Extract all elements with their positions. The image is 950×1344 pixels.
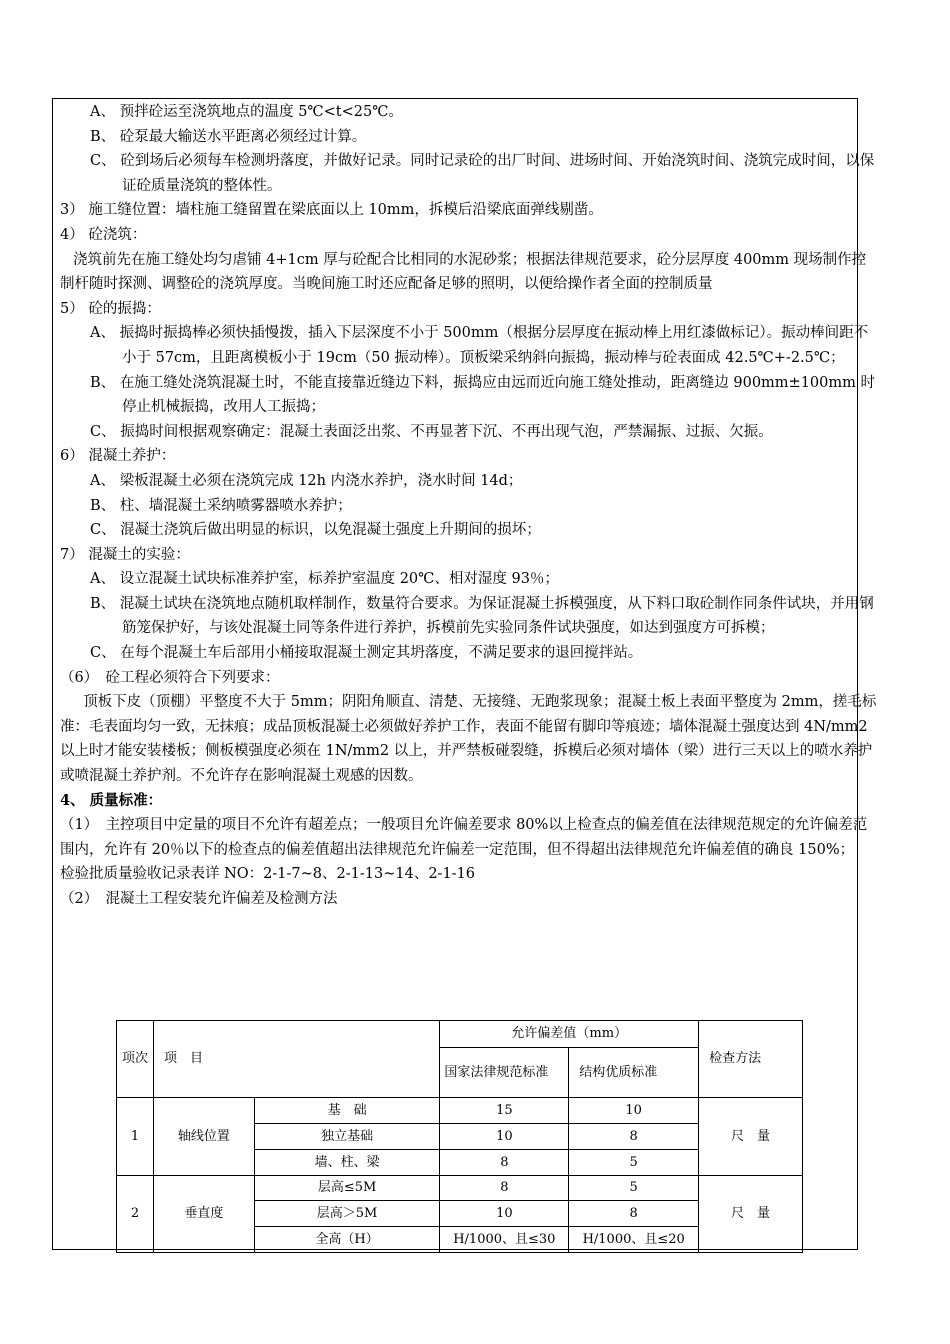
tolerance-table bbox=[116, 1020, 803, 1253]
check-method: 尺 量 bbox=[699, 1176, 803, 1253]
structural-value: 8 bbox=[569, 1201, 699, 1227]
national-value: 8 bbox=[440, 1176, 569, 1201]
text-line: 4） 砼浇筑： bbox=[60, 226, 147, 243]
text-line: A、 设立混凝土试块标准养护室，标养护室温度 20℃、相对湿度 93％； bbox=[90, 571, 559, 588]
text-line: B、 柱、墙混凝土采纳喷雾器喷水养护； bbox=[90, 497, 352, 514]
text-line: 5） 砼的振捣： bbox=[60, 300, 161, 317]
text-line: （2） 混凝土工程安装允许偏差及检测方法 bbox=[60, 891, 338, 907]
text-line: C、 振捣时间根据观察确定：混凝土表面泛出浆、不再显著下沉、不再出现气泡，严禁漏振、过振、欠振。 bbox=[90, 423, 773, 440]
text-line: 浇筑前先在施工缝处均匀虐铺 4+1cm 厚与砼配合比相同的水泥砂浆；根据法律规范要求，砼分层厚度 400mm 现场制作控制杆随时探测、调整砼的浇筑厚度。当晚间施工时还应配备足够的照明，以便给操作者全面的控制质量 bbox=[60, 251, 867, 293]
header-deviation: 允许偏差值（mm） bbox=[440, 1021, 699, 1048]
header-item: 项 目 bbox=[153, 1021, 439, 1098]
group-no: 2 bbox=[117, 1176, 154, 1253]
text-line: （1） 主控项目中定量的项目不允许有超差点；一般项目允许偏差要求 80%以上检查点的偏差值在法律规范规定的允许偏差范围内，允许有 20％以下的检查点的偏差值超出法律规范允许偏差一定范围，但不得超出法律规范允许偏差值的确良 150%； bbox=[60, 817, 868, 858]
section-heading: 4、 质量标准： bbox=[60, 791, 163, 809]
text-line: 顶板下皮（顶棚）平整度不大于 5mm；阴阳角顺直、清楚、无接缝、无跑浆现象；混凝土板上表面平整度为 2mm，搓毛标准：毛表面均匀一致，无抹痕；成品顶板混凝土必须做好养护工作，表面不能留有脚印等痕迹；墙体混凝土强度达到 4N/mm2 以上时才能安装楼板；侧板模强度必须在 1N/mm2 以上，并严禁板碰裂缝，拆模后必须对墙体（梁）进行三天以上的喷水养护或喷混凝土养护剂。不允许存在影响混凝土观感的因数。 bbox=[60, 694, 877, 785]
group-no: 1 bbox=[117, 1098, 154, 1176]
national-value: 15 bbox=[440, 1098, 569, 1124]
text-line: C、 混凝土浇筑后做出明显的标识，以免混凝土强度上升期间的损坏； bbox=[90, 522, 541, 539]
text-line: A、 梁板混凝土必须在浇筑完成 12h 内浇水养护，浇水时间 14d； bbox=[90, 472, 523, 489]
check-method: 尺 量 bbox=[699, 1098, 803, 1176]
text-line: 检验批质量验收记录表详 NO：2-1-7~8、2-1-13~14、2-1-16 bbox=[60, 866, 476, 883]
text-line: B、 砼泵最大输送水平距离必须经过计算。 bbox=[90, 128, 367, 145]
text-line: 3） 施工缝位置：墙柱施工缝留置在梁底面以上 10mm，拆模后沿梁底面弹线剔凿。 bbox=[60, 202, 603, 219]
text-line: 6） 混凝土养护： bbox=[60, 448, 176, 465]
structural-value: H/1000、且≤20 bbox=[569, 1227, 699, 1253]
text-line: B、 在施工缝处浇筑混凝土时，不能直接靠近缝边下料，振捣应由远而近向施工缝处推动，距离缝边 900mm±100mm 时停止机械振捣，改用人工振捣； bbox=[90, 374, 875, 416]
text-line: C、 在每个混凝土车后部用小桶接取混凝土测定其坍落度，不满足要求的退回搅拌站。 bbox=[90, 645, 643, 662]
structural-value: 10 bbox=[569, 1098, 699, 1124]
text-line: C、 砼到场后必须每车检测坍落度，并做好记录。同时记录砼的出厂时间、进场时间、开始浇筑时间、浇筑完成时间，以保证砼质量浇筑的整体性。 bbox=[90, 153, 875, 194]
header-no: 项次 bbox=[117, 1021, 154, 1098]
text-line: A、 振捣时振捣棒必须快插慢拨，插入下层深度不小于 500mm（根据分层厚度在振动棒上用红漆做标记）。振动棒间距不小于 57cm，且距离模板小于 19cm（50 振动棒）。顶板梁采纳斜向振捣，振动棒与砼表面成 42.5℃+-2.5℃； bbox=[90, 325, 869, 366]
structural-value: 8 bbox=[569, 1124, 699, 1150]
national-value: 8 bbox=[440, 1150, 569, 1176]
text-line: 7） 混凝土的实验： bbox=[60, 546, 190, 563]
document-body bbox=[60, 100, 878, 912]
header-national-standard: 国家法律规范标准 bbox=[440, 1048, 569, 1098]
sub-item: 全高（H） bbox=[254, 1227, 440, 1253]
sub-item: 层高＞5M bbox=[254, 1201, 440, 1227]
national-value: H/1000、且≤30 bbox=[440, 1227, 569, 1253]
text-line: （6） 砼工程必须符合下列要求： bbox=[60, 669, 280, 686]
header-method: 检查方法 bbox=[699, 1021, 803, 1098]
structural-value: 5 bbox=[569, 1150, 699, 1176]
national-value: 10 bbox=[440, 1124, 569, 1150]
sub-item: 层高≤5M bbox=[254, 1176, 440, 1201]
sub-item: 墙、柱、梁 bbox=[254, 1150, 440, 1176]
header-structural-standard: 结构优质标准 bbox=[569, 1048, 699, 1098]
text-line: B、 混凝土试块在浇筑地点随机取样制作，数量符合要求。为保证混凝土拆模强度，从下料口取砼制作同条件试块，并用钢筋笼保护好，与该处混凝土同等条件进行养护，拆模前先实验同条件试块强度，如达到强度方可拆模； bbox=[90, 595, 874, 637]
text-line: A、 预拌砼运至浇筑地点的温度 5℃<t<25℃。 bbox=[90, 104, 403, 120]
sub-item: 基 础 bbox=[254, 1098, 440, 1124]
group-name: 轴线位置 bbox=[153, 1098, 254, 1176]
group-name: 垂直度 bbox=[153, 1176, 254, 1253]
structural-value: 5 bbox=[569, 1176, 699, 1201]
national-value: 10 bbox=[440, 1201, 569, 1227]
sub-item: 独立基础 bbox=[254, 1124, 440, 1150]
